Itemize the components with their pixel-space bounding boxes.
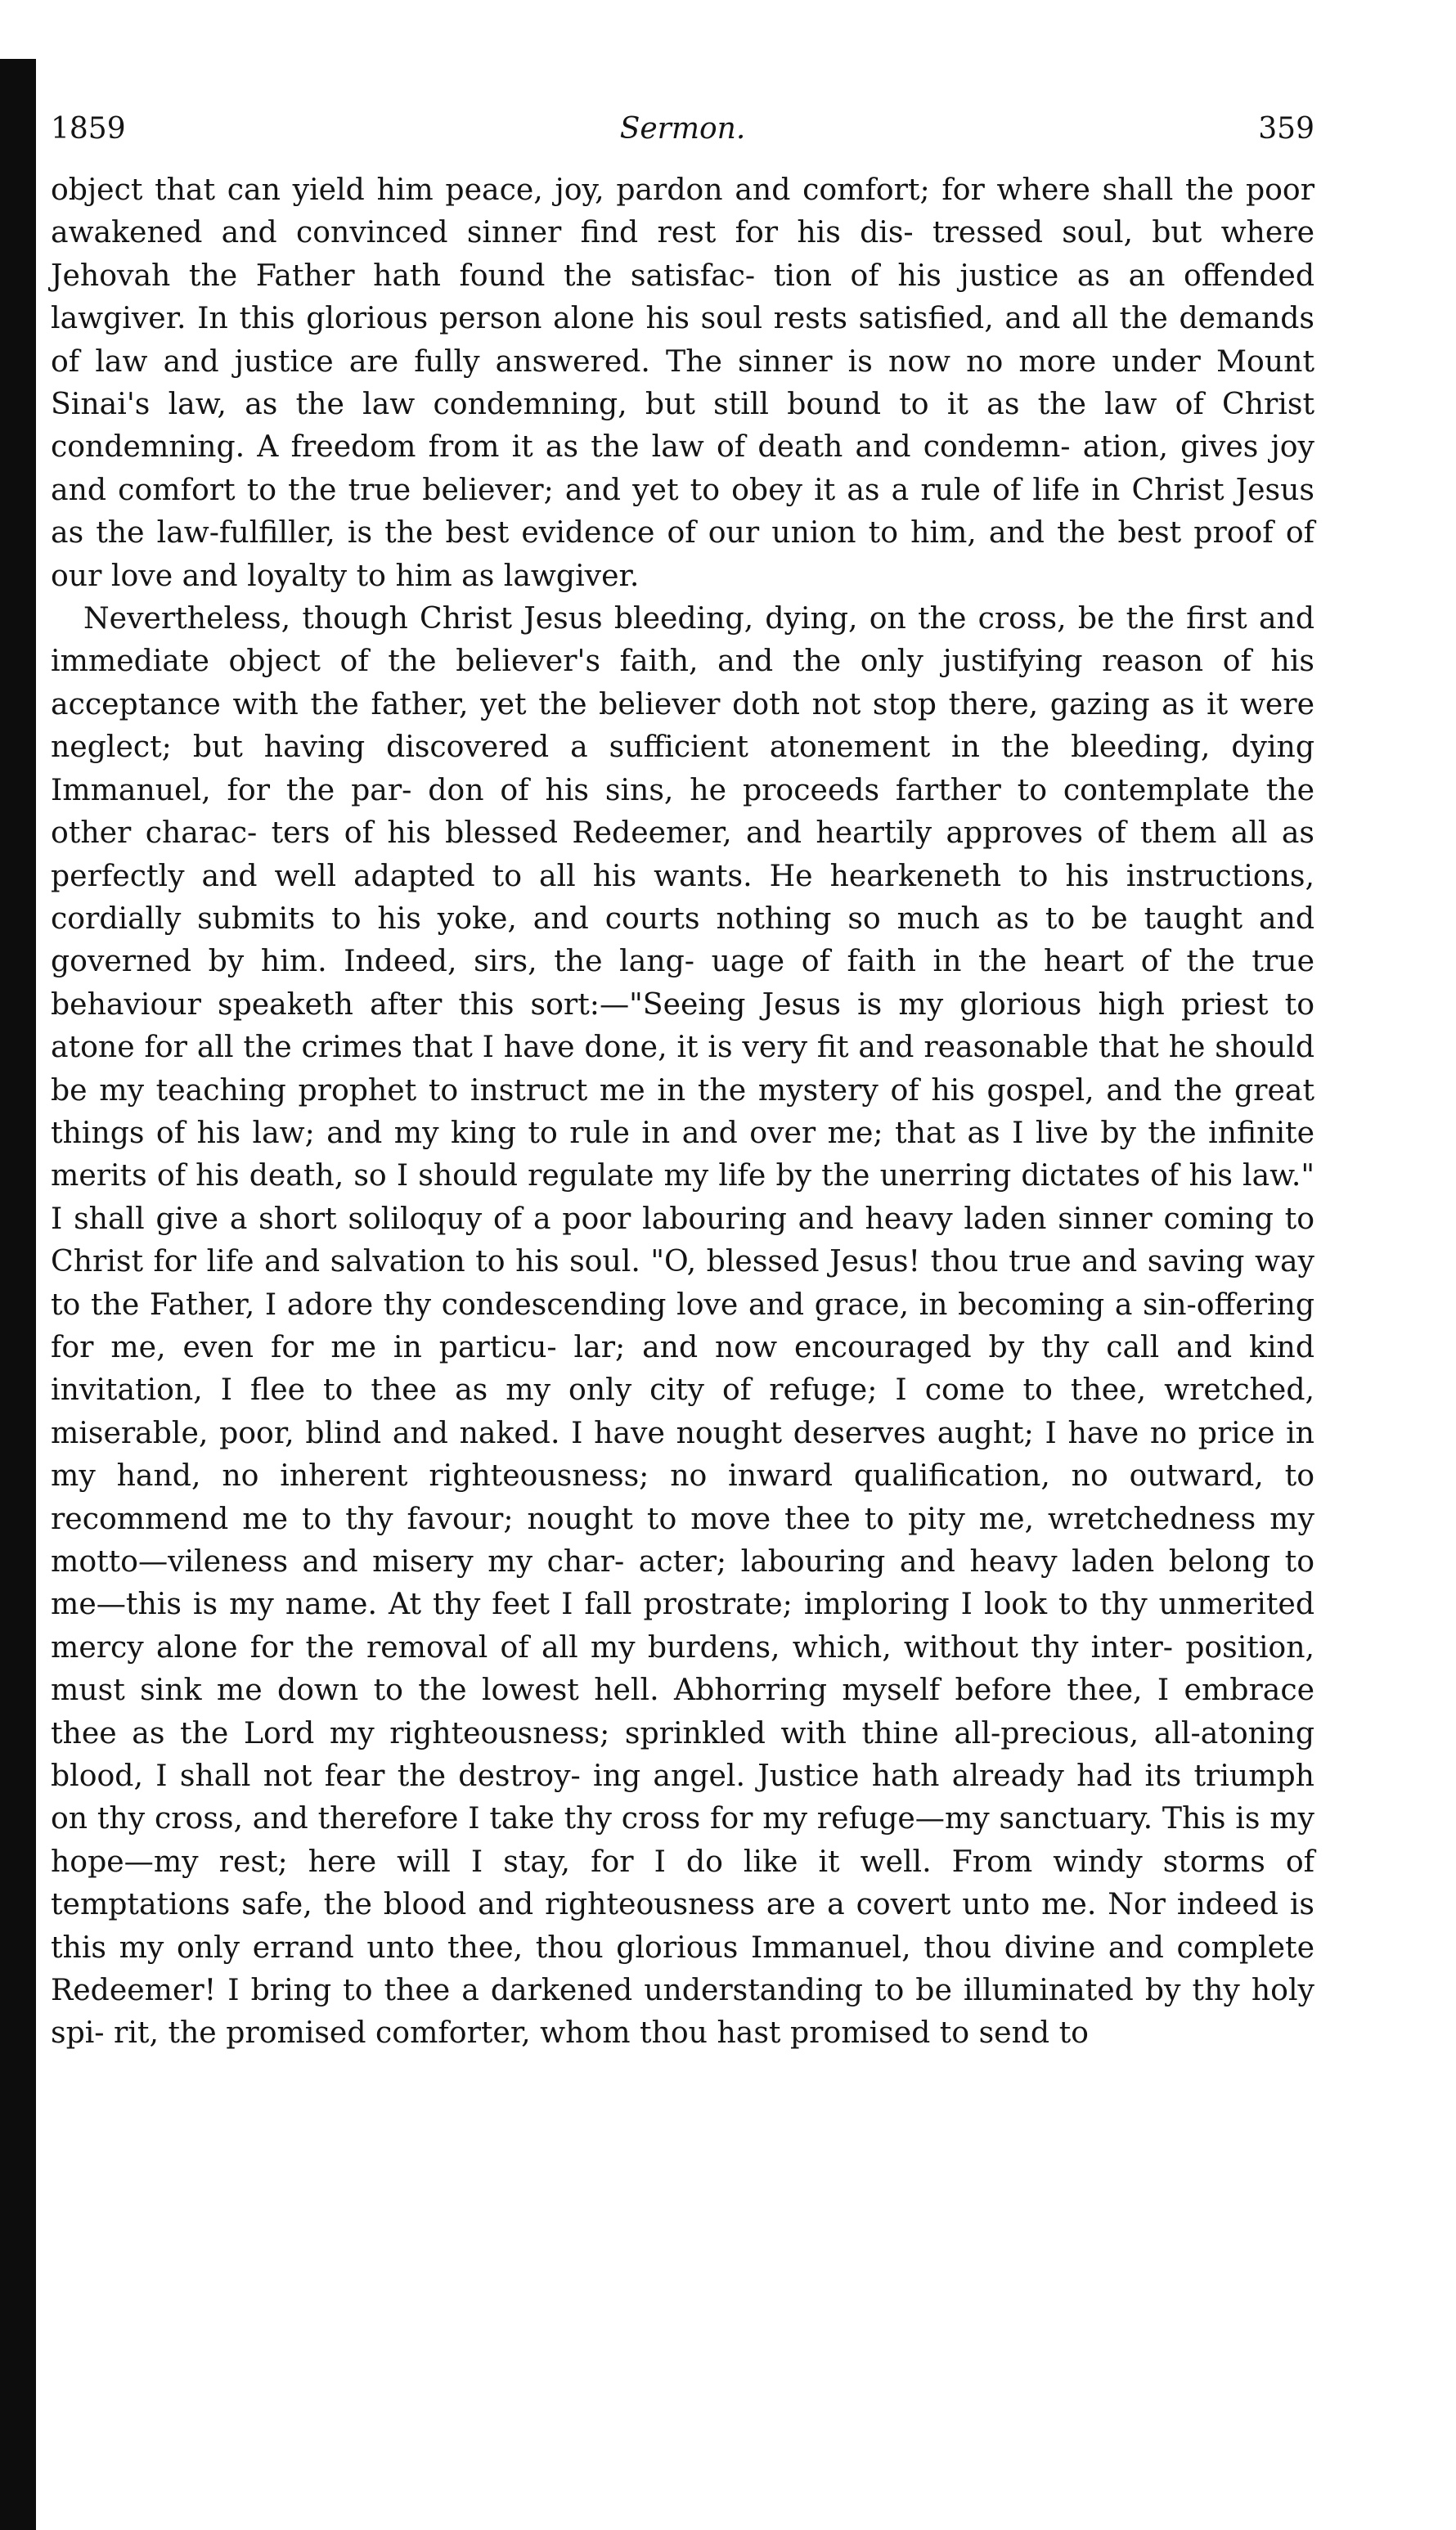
book-page — [51, 105, 1314, 2055]
scan-margin-gap — [0, 0, 28, 59]
header-title: Sermon. — [619, 112, 746, 146]
paragraph-nevertheless: Nevertheless, though Christ Jesus bleeding, dying, on the cross, be the first and immediate object of the believer's faith, and the only justifying reason of his acceptance with the father, yet the believer doth not stop there, gazing as it were neglect; but having discovered a sufficient atonement in the bleeding, dying Immanuel, for the par- don of his sins, he proceeds farther to contemplate the other charac- ters of his blessed Redeemer, and heartily approves of them all as perfectly and well adapted to all his wants. He hearkeneth to his instructions, cordially submits to his yoke, and courts nothing so much as to be taught and governed by him. Indeed, sirs, the lang- uage of faith in the heart of the true behaviour speaketh after this sort:—"Seeing Jesus is my glorious high priest to atone for all the crimes that I have done, it is very fit and reasonable that he should be my teaching prophet to instruct me in the mystery of his gospel, and the great things of his law; and my king to rule in and over me; that as I live by the infinite merits of his death, so I should regulate my life by the unerring dictates of his law." I shall give a short soliloquy of a poor labouring and heavy laden sinner coming to Christ for life and salvation to his soul. "O, blessed Jesus! thou true and saving way to the Father, I adore thy condescending love and grace, in becoming a sin-offering for me, even for me in particu- lar; and now encouraged by thy call and kind invitation, I flee to thee as my only city of refuge; I come to thee, wretched, miserable, poor, blind and naked. I have nought deserves aught; I have no price in my hand, no inherent righteousness; no inward qualification, no outward, to recommend me to thy favour; nought to move thee to pity me, wretchedness my motto—vileness and misery my char- acter; labouring and heavy laden belong to me—this is my name. At thy feet I fall prostrate; imploring I look to thy unmerited mercy alone for the removal of all my burdens, which, without thy inter- position, must sink me down to the lowest hell. Abhorring myself before thee, I embrace thee as the Lord my righteousness; sprinkled with thine all-precious, all-atoning blood, I shall not fear the destroy- ing angel. Justice hath already had its triumph on thy cross, and therefore I take thy cross for my refuge—my sanctuary. This is my hope—my rest; here will I stay, for I do like it well. From windy storms of temptations safe, the blood and righteousness are a covert unto me. Nor indeed is this my only errand unto thee, thou glorious Immanuel, thou divine and complete Redeemer! I bring to thee a darkened understanding to be illuminated by thy holy spi- rit, the promised comforter, whom thou hast promised to send to — [51, 600, 1314, 2051]
paragraph-continuation: object that can yield him peace, joy, pardon and comfort; for where shall the poor awakened and convinced sinner find rest for his dis- tressed soul, but where Jehovah the Father hath found the satisfac- tion of his justice as an offended lawgiver. In this glorious person alone his soul rests satisfied, and all the demands of law and justice are fully answered. The sinner is now no more under Mount Sinai's law, as the law condemning, but still bound to it as the law of Christ condemning. A freedom from it as the law of death and condemn- ation, gives joy and comfort to the true believer; and yet to obey it as a rule of life in Christ Jesus as the law-fulfiller, is the best evidence of our union to him, and the best proof of our love and loyalty to him as lawgiver. — [51, 172, 1314, 593]
header-year: 1859 — [51, 112, 126, 146]
running-header — [51, 105, 1314, 154]
scan-binding-edge — [0, 59, 36, 2530]
header-page-number: 359 — [1258, 112, 1314, 146]
sermon-body — [51, 169, 1314, 2055]
